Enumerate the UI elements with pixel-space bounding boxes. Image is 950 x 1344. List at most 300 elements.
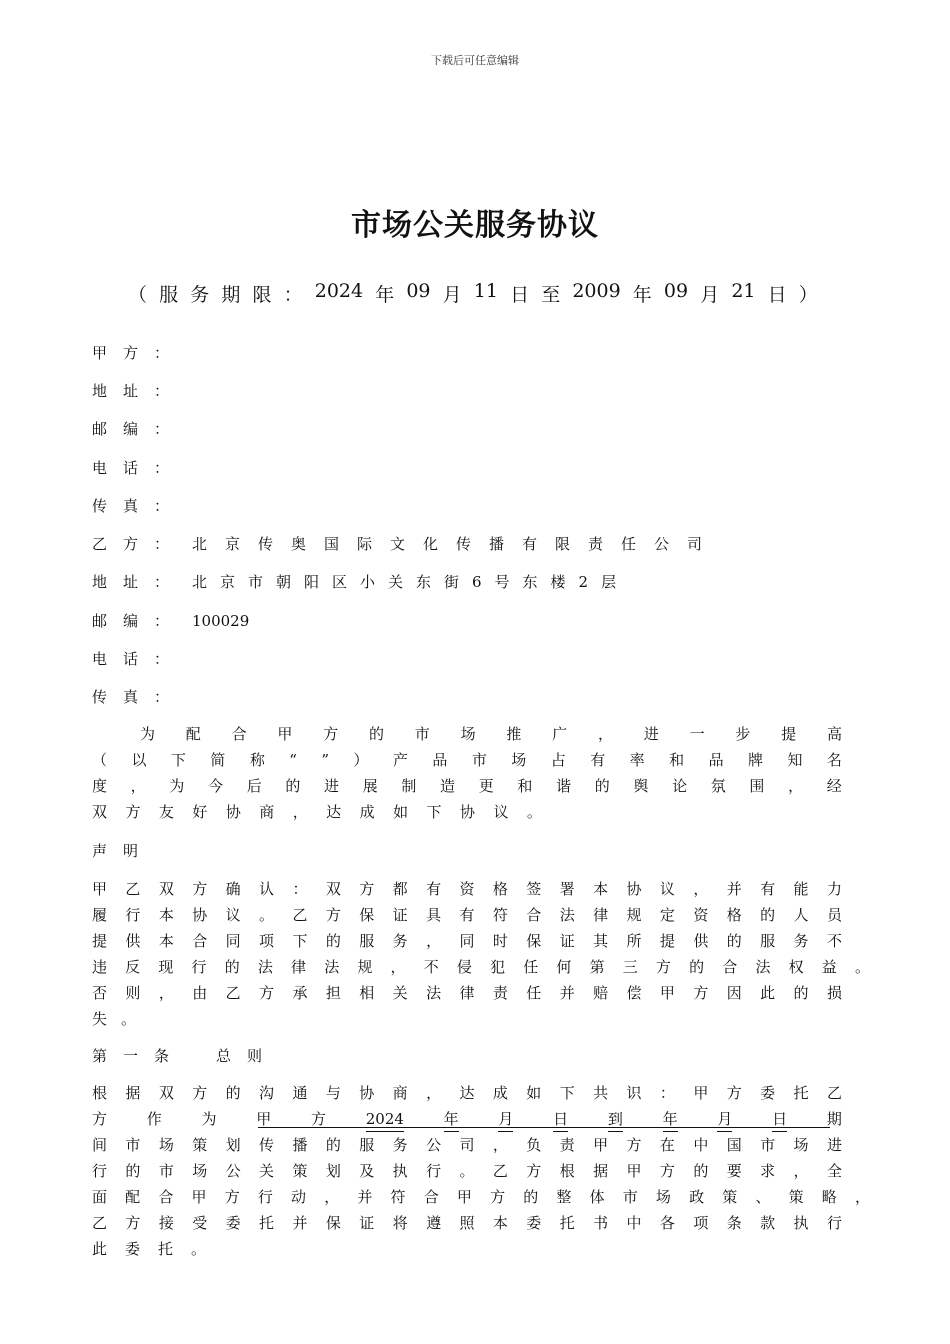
- text-char: 格: [492, 880, 508, 898]
- text-char: 为: [201, 1110, 217, 1128]
- text-char: 此: [92, 1240, 108, 1258]
- text-char: 下: [292, 932, 308, 950]
- text-char: 权: [788, 958, 804, 976]
- text-char: 本: [158, 906, 174, 924]
- text-char: 年: [663, 1106, 678, 1132]
- text-char: 方: [224, 1188, 240, 1206]
- text-char: 服: [359, 1136, 375, 1154]
- text-char: 法: [324, 958, 340, 976]
- text-char: 策: [722, 1188, 738, 1206]
- text-char: 方: [125, 1214, 141, 1232]
- text-char: 场: [192, 1162, 208, 1180]
- text-char: 达: [459, 1084, 475, 1102]
- text-char: 步: [735, 725, 751, 743]
- text-char: 成: [492, 1084, 508, 1102]
- text-char: 行: [257, 1188, 273, 1206]
- declaration-line: [92, 928, 842, 954]
- text-char: 谐: [556, 777, 572, 795]
- text-char: 今: [208, 777, 224, 795]
- text-char: 识: [626, 1084, 642, 1102]
- text-char: 。: [120, 1010, 136, 1028]
- text-char: 乙: [92, 1214, 108, 1232]
- text-char: 此: [760, 984, 776, 1002]
- text-char: 面: [92, 1188, 108, 1206]
- text-char: 并: [559, 984, 575, 1002]
- text-char: 责: [492, 984, 508, 1002]
- text-char: 议: [225, 906, 241, 924]
- text-char: 的: [693, 1162, 709, 1180]
- text-char: 国: [726, 1136, 742, 1154]
- party-b-address-row: [92, 571, 629, 595]
- text-char: 签: [526, 880, 542, 898]
- text-char: 。: [526, 803, 542, 821]
- text-char: 以: [131, 751, 147, 769]
- text-char: 乙: [826, 1084, 842, 1102]
- text-char: 如: [526, 1084, 542, 1102]
- text-char: 担: [325, 984, 341, 1002]
- text-char: 不: [423, 958, 439, 976]
- text-char: 动: [291, 1188, 307, 1206]
- text-char: 保: [526, 932, 542, 950]
- text-char: 的: [125, 1162, 141, 1180]
- party-a-phone-label: 电话：: [92, 459, 186, 477]
- text-char: 月: [717, 1106, 732, 1132]
- text-char: 提: [92, 932, 108, 950]
- text-char: 氛: [710, 777, 726, 795]
- text-char: 有: [590, 751, 606, 769]
- article1-line: [92, 1080, 842, 1106]
- article1-paragraph: [92, 1080, 870, 1262]
- text-char: 法: [257, 958, 273, 976]
- text-char: 播: [292, 1136, 308, 1154]
- text-char: 任: [523, 958, 539, 976]
- article1-line: [92, 1236, 206, 1262]
- text-char: 符: [390, 1188, 406, 1206]
- term-token: 09: [663, 280, 689, 302]
- text-char: 署: [559, 880, 575, 898]
- text-char: 其: [593, 932, 609, 950]
- text-char: 方: [655, 958, 671, 976]
- text-char: 、: [755, 1188, 771, 1206]
- text-char: 务: [392, 932, 408, 950]
- text-char: 场: [655, 1188, 671, 1206]
- text-char: 时: [492, 932, 508, 950]
- text-char: 为: [140, 725, 156, 743]
- text-char: 甲: [456, 1188, 472, 1206]
- text-char: 托: [793, 1084, 809, 1102]
- text-char: 行: [125, 906, 141, 924]
- term-token: 日: [767, 284, 787, 306]
- text-char: 方: [259, 984, 275, 1002]
- term-token: 09: [406, 280, 431, 302]
- text-char: 反: [125, 958, 141, 976]
- text-char: 关: [259, 1162, 275, 1180]
- text-char: 定: [659, 906, 675, 924]
- text-char: 的: [325, 1136, 341, 1154]
- text-char: 的: [225, 1084, 241, 1102]
- text-char: 双: [92, 803, 108, 821]
- text-char: 执: [793, 1214, 809, 1232]
- text-char: 供: [125, 932, 141, 950]
- text-char: 并: [726, 880, 742, 898]
- text-char: 品: [708, 751, 724, 769]
- text-char: 下: [559, 1084, 575, 1102]
- text-char: ，: [390, 958, 406, 976]
- text-char: 有: [426, 880, 442, 898]
- text-char: 配: [185, 725, 201, 743]
- text-char: 甲: [191, 1188, 207, 1206]
- text-char: 牌: [748, 751, 764, 769]
- text-char: 友: [158, 803, 174, 821]
- text-char: 品: [432, 751, 448, 769]
- text-char: 划: [225, 1136, 241, 1154]
- party-a-name-label: 甲方：: [92, 344, 186, 362]
- text-char: 犯: [490, 958, 506, 976]
- text-char: 通: [292, 1084, 308, 1102]
- text-char: 责: [559, 1136, 575, 1154]
- term-token: （: [128, 284, 148, 306]
- text-char: 同: [225, 932, 241, 950]
- text-char: 议: [659, 880, 675, 898]
- text-char: 2024: [366, 1106, 404, 1132]
- text-char: 制: [401, 777, 417, 795]
- party-b-phone-row: [92, 648, 192, 672]
- text-char: ，: [788, 777, 804, 795]
- term-token: 务: [190, 284, 210, 306]
- text-char: 委: [760, 1084, 776, 1102]
- text-char: 甲: [92, 880, 108, 898]
- term-token: 服: [159, 284, 179, 306]
- party-b-name-label: 乙方：: [92, 535, 186, 553]
- term-token: 月: [442, 284, 462, 306]
- text-char: 协: [359, 1084, 375, 1102]
- party-a-zip-label: 邮编：: [92, 420, 186, 438]
- term-token: ）: [798, 284, 818, 306]
- text-char: 市: [760, 1136, 776, 1154]
- text-char: 服: [359, 932, 375, 950]
- text-char: 公: [225, 1162, 241, 1180]
- text-char: 推: [506, 725, 522, 743]
- text-char: 甲: [626, 1162, 642, 1180]
- text-char: 合: [526, 906, 542, 924]
- text-char: “: [289, 751, 297, 769]
- text-char: 市: [125, 1136, 141, 1154]
- text-char: 的: [793, 984, 809, 1002]
- text-char: 作: [146, 1110, 162, 1128]
- text-char: ，: [597, 725, 613, 743]
- article1-line: [92, 1132, 842, 1158]
- text-char: 传: [259, 1136, 275, 1154]
- intro-paragraph: [92, 721, 842, 825]
- text-char: ，: [292, 803, 308, 821]
- text-char: 。: [854, 958, 870, 976]
- text-char: 占: [550, 751, 566, 769]
- party-b-name-row: [92, 533, 720, 557]
- text-char: ，: [158, 984, 174, 1002]
- text-char: 员: [826, 906, 842, 924]
- article1-line: [92, 1158, 842, 1184]
- text-char: 服: [760, 932, 776, 950]
- text-char: 及: [359, 1162, 375, 1180]
- text-char: 能: [793, 880, 809, 898]
- text-char: 和: [669, 751, 685, 769]
- text-char: ，: [854, 1188, 870, 1206]
- header-note: 下载后可任意编辑: [431, 54, 519, 67]
- text-char: 的: [523, 1188, 539, 1206]
- declaration-paragraph: [92, 876, 870, 1032]
- text-char: 场: [460, 725, 476, 743]
- text-char: 年: [444, 1106, 459, 1132]
- text-char: 规: [357, 958, 373, 976]
- text-char: 由: [192, 984, 208, 1002]
- text-char: 偿: [626, 984, 642, 1002]
- party-a-fax-row: [92, 495, 192, 519]
- party-a-phone-row: [92, 457, 192, 481]
- text-char: 到: [608, 1106, 623, 1132]
- text-char: 更: [478, 777, 494, 795]
- text-char: 的: [285, 777, 301, 795]
- text-char: 产: [392, 751, 408, 769]
- text-char: （: [92, 751, 108, 769]
- text-char: 行: [426, 1162, 442, 1180]
- declaration-heading: 声明: [92, 842, 155, 860]
- term-token: 年: [375, 284, 395, 306]
- text-char: 有: [760, 880, 776, 898]
- text-char: 资: [459, 880, 475, 898]
- text-char: 执: [392, 1162, 408, 1180]
- text-char: 的: [594, 777, 610, 795]
- party-b-zip-label: 邮编：: [92, 612, 186, 630]
- text-char: 在: [659, 1136, 675, 1154]
- text-char: 格: [726, 906, 742, 924]
- text-char: 双: [158, 880, 174, 898]
- term-token: 日: [510, 284, 530, 306]
- text-char: 商: [392, 1084, 408, 1102]
- party-b-fax-label: 传真：: [92, 688, 186, 706]
- party-b-zip: 100029: [192, 612, 250, 630]
- text-char: 为: [169, 777, 185, 795]
- text-char: 托: [559, 1214, 575, 1232]
- text-char: 各: [659, 1214, 675, 1232]
- text-char: 则: [125, 984, 141, 1002]
- text-char: 法: [426, 984, 442, 1002]
- text-char: 承: [292, 984, 308, 1002]
- service-term-line: [128, 280, 828, 307]
- text-char: 甲: [659, 984, 675, 1002]
- text-char: 乙: [292, 906, 308, 924]
- text-char: 日: [553, 1106, 568, 1132]
- text-char: 。: [190, 1240, 206, 1258]
- text-char: 与: [325, 1084, 341, 1102]
- text-char: 协: [225, 803, 241, 821]
- text-char: 规: [626, 906, 642, 924]
- party-a-fax-label: 传真：: [92, 497, 186, 515]
- text-char: 协: [459, 803, 475, 821]
- text-char: 接: [158, 1214, 174, 1232]
- text-char: 失: [92, 1010, 108, 1028]
- text-char: 资: [693, 906, 709, 924]
- text-char: 共: [593, 1084, 609, 1102]
- text-char: 协: [626, 880, 642, 898]
- text-char: 达: [326, 803, 342, 821]
- text-char: 供: [693, 932, 709, 950]
- term-token: 年: [632, 284, 652, 306]
- text-char: 双: [158, 1084, 174, 1102]
- declaration-line: [92, 1006, 136, 1032]
- document-title: 市场公关服务协议: [351, 208, 599, 243]
- text-char: 体: [589, 1188, 605, 1206]
- text-char: 论: [672, 777, 688, 795]
- text-char: 乙: [225, 984, 241, 1002]
- text-char: 合: [722, 958, 738, 976]
- party-a-address-label: 地址：: [92, 382, 186, 400]
- text-char: 一: [689, 725, 705, 743]
- party-b-address: 北京市朝阳区小关东街6号东楼2层: [192, 573, 630, 591]
- text-char: 展: [362, 777, 378, 795]
- text-char: 同: [459, 932, 475, 950]
- text-char: 保: [359, 906, 375, 924]
- text-char: 关: [392, 984, 408, 1002]
- party-a-name-row: [92, 342, 192, 366]
- text-char: ，: [426, 932, 442, 950]
- text-char: 简: [210, 751, 226, 769]
- text-char: 本: [593, 880, 609, 898]
- text-char: 公: [426, 1136, 442, 1154]
- text-char: ，: [426, 1084, 442, 1102]
- text-char: 间: [92, 1136, 108, 1154]
- text-char: 。: [259, 906, 275, 924]
- term-token: 月: [700, 284, 720, 306]
- text-char: 方: [325, 906, 341, 924]
- text-char: 配: [125, 1188, 141, 1206]
- text-char: 市: [414, 725, 430, 743]
- text-char: 律: [459, 984, 475, 1002]
- text-char: 方: [311, 1110, 327, 1128]
- text-char: ，: [492, 1136, 508, 1154]
- text-char: 的: [224, 958, 240, 976]
- text-char: 如: [393, 803, 409, 821]
- text-char: 策: [292, 1162, 308, 1180]
- text-char: 知: [787, 751, 803, 769]
- declaration-line: [92, 954, 870, 980]
- text-char: 策: [788, 1188, 804, 1206]
- text-char: 行: [92, 1162, 108, 1180]
- text-char: 认: [259, 880, 275, 898]
- term-token: 至: [541, 284, 561, 306]
- text-char: 中: [693, 1136, 709, 1154]
- text-char: 委: [526, 1214, 542, 1232]
- text-char: ：: [659, 1084, 675, 1102]
- text-char: 任: [526, 984, 542, 1002]
- text-char: 提: [659, 932, 675, 950]
- text-char: 进: [643, 725, 659, 743]
- text-char: 本: [492, 1214, 508, 1232]
- text-char: 商: [259, 803, 275, 821]
- text-char: 的: [760, 906, 776, 924]
- text-char: 甲: [593, 1136, 609, 1154]
- text-char: 有: [459, 906, 475, 924]
- text-char: 乙: [125, 880, 141, 898]
- text-char: 的: [368, 725, 384, 743]
- text-char: 方: [359, 880, 375, 898]
- text-char: 提: [781, 725, 797, 743]
- text-char: 何: [556, 958, 572, 976]
- text-char: 协: [192, 906, 208, 924]
- text-char: 整: [556, 1188, 572, 1206]
- text-char: 甲: [693, 1084, 709, 1102]
- party-b-phone-label: 电话：: [92, 650, 186, 668]
- party-b-address-label: 地址：: [92, 573, 186, 591]
- text-char: ）: [353, 751, 369, 769]
- text-char: 合: [158, 1188, 174, 1206]
- text-char: 期: [826, 1110, 842, 1128]
- text-char: 造: [440, 777, 456, 795]
- text-char: 方: [192, 1084, 208, 1102]
- text-char: 甲: [256, 1110, 272, 1128]
- text-char: 律: [291, 958, 307, 976]
- text-char: 场: [793, 1136, 809, 1154]
- text-char: 市: [471, 751, 487, 769]
- text-char: 相: [359, 984, 375, 1002]
- text-char: 名: [826, 751, 842, 769]
- term-token: 2024: [314, 280, 364, 302]
- declaration-line: [92, 876, 842, 902]
- text-char: 第: [589, 958, 605, 976]
- text-char: 日: [772, 1106, 787, 1132]
- text-char: 因: [726, 984, 742, 1002]
- text-char: ，: [324, 1188, 340, 1206]
- text-char: 后: [246, 777, 262, 795]
- text-char: 月: [498, 1106, 513, 1132]
- text-char: 经: [826, 777, 842, 795]
- intro-line: [92, 721, 842, 747]
- text-char: 称: [249, 751, 265, 769]
- text-char: 行: [191, 958, 207, 976]
- text-char: 政: [689, 1188, 705, 1206]
- text-char: 证: [359, 1214, 375, 1232]
- text-char: 全: [826, 1162, 842, 1180]
- text-char: 方: [626, 1136, 642, 1154]
- article1-heading: 第一条 总则: [92, 1047, 279, 1065]
- intro-line: [92, 773, 842, 799]
- text-char: 据: [593, 1162, 609, 1180]
- party-b-fax-row: [92, 686, 192, 710]
- text-char: ，: [130, 777, 146, 795]
- text-char: 合: [231, 725, 247, 743]
- text-char: 否: [92, 984, 108, 1002]
- declaration-line: [92, 902, 842, 928]
- text-char: 托: [157, 1240, 173, 1258]
- text-char: 略: [821, 1188, 837, 1206]
- text-char: 所: [626, 932, 642, 950]
- text-char: 项: [259, 932, 275, 950]
- text-char: 律: [593, 906, 609, 924]
- text-char: 务: [392, 1136, 408, 1154]
- party-b-zip-row: [92, 610, 249, 634]
- text-char: 证: [559, 932, 575, 950]
- text-char: 率: [629, 751, 645, 769]
- text-char: 广: [552, 725, 568, 743]
- text-char: 法: [755, 958, 771, 976]
- text-char: 不: [826, 932, 842, 950]
- text-char: ，: [693, 880, 709, 898]
- term-token: 期: [221, 284, 241, 306]
- intro-line: [92, 747, 842, 773]
- text-char: 法: [559, 906, 575, 924]
- text-char: 并: [357, 1188, 373, 1206]
- article1-line: [92, 1210, 842, 1236]
- text-char: 度: [92, 777, 108, 795]
